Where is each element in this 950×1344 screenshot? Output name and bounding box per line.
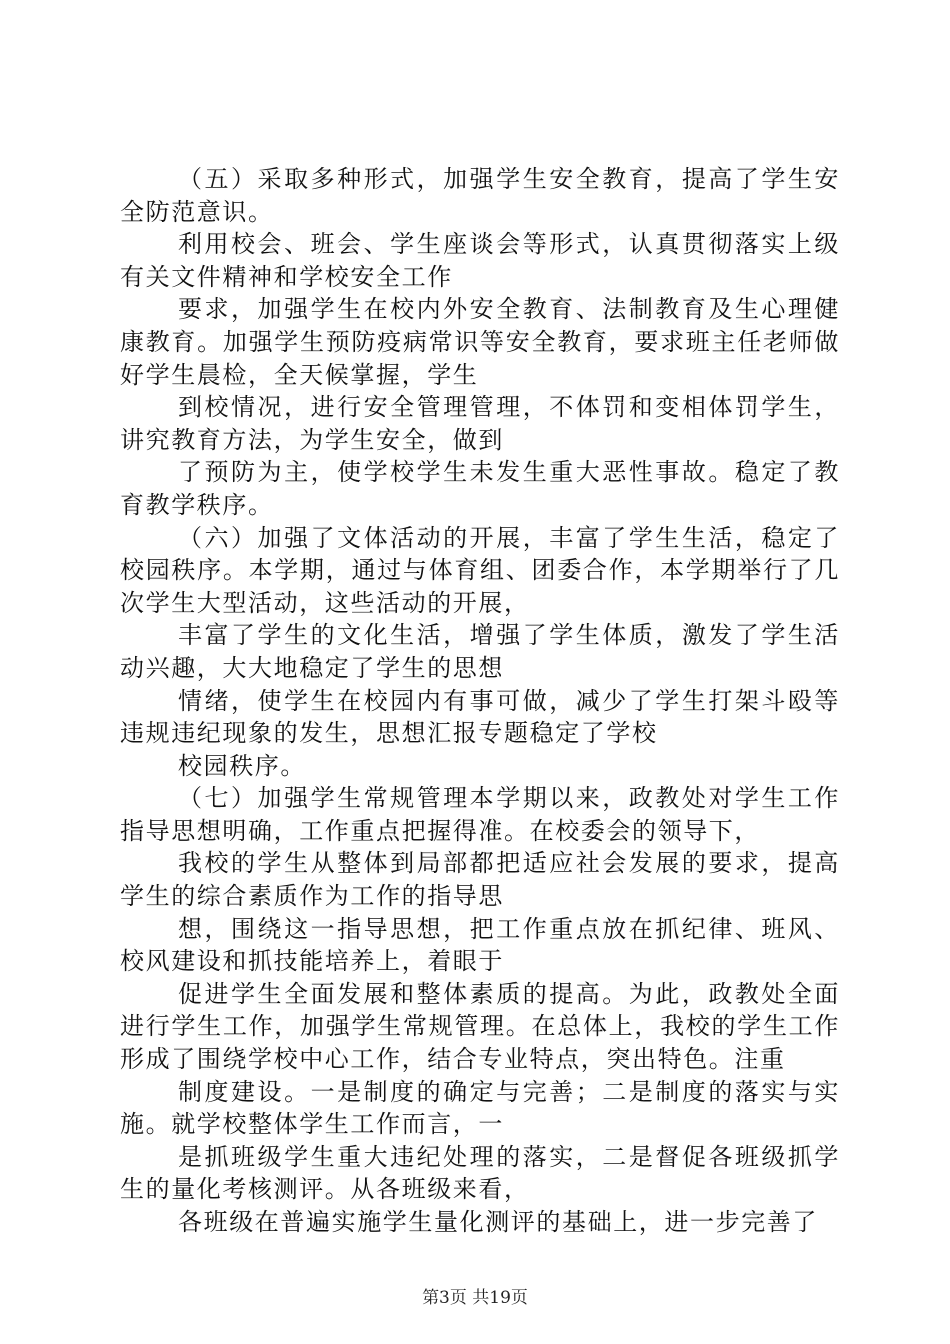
paragraph-14: 制度建设。一是制度的确定与完善；二是制度的落实与实施。就学校整体学生工作而言，一: [120, 1077, 840, 1139]
paragraph-3: 要求，加强学生在校内外安全教育、法制教育及生心理健康教育。加强学生预防疫病常识等安全教育，要求班主任老师做好学生晨检，全天候掌握，学生: [120, 295, 840, 389]
paragraph-6: （六）加强了文体活动的开展，丰富了学生生活，稳定了校园秩序。本学期，通过与体育组、团委合作，本学期举行了几次学生大型活动，这些活动的开展，: [120, 523, 840, 617]
paragraph-7: 丰富了学生的文化生活，增强了学生体质，激发了学生活动兴趣，大大地稳定了学生的思想: [120, 621, 840, 682]
paragraph-16: 各班级在普遍实施学生量化测评的基础上，进一步完善了: [178, 1208, 818, 1236]
page-number-label: 第3页 共19页: [422, 1288, 528, 1308]
paragraph-15: 是抓班级学生重大违纪处理的落实，二是督促各班级抓学生的量化考核测评。从各班级来看，: [120, 1142, 840, 1204]
paragraph-13: 促进学生全面发展和整体素质的提高。为此，政教处全面进行学生工作，加强学生常规管理。在总体上，我校的学生工作形成了围绕学校中心工作，结合专业特点，突出特色。注重: [120, 979, 840, 1074]
paragraph-9: 校园秩序。: [178, 751, 306, 780]
paragraph-2: 利用校会、班会、学生座谈会等形式，认真贯彻落实上级有关文件精神和学校安全工作: [120, 230, 840, 291]
document-body: [120, 163, 840, 1239]
paragraph-1: （五）采取多种形式，加强学生安全教育，提高了学生安全防范意识。: [120, 165, 840, 226]
paragraph-4: 到校情况，进行安全管理管理，不体罚和变相体罚学生，讲究教育方法，为学生安全，做到: [120, 393, 840, 454]
paragraph-10: （七）加强学生常规管理本学期以来，政教处对学生工作指导思想明确，工作重点把握得准。在校委会的领导下，: [120, 784, 840, 845]
paragraph-5: 了预防为主，使学校学生未发生重大恶性事故。稳定了教育教学秩序。: [120, 458, 840, 519]
paragraph-11: 我校的学生从整体到局部都把适应社会发展的要求，提高学生的综合素质作为工作的指导思: [120, 849, 840, 911]
paragraph-12: 想，围绕这一指导思想，把工作重点放在抓纪律、班风、校风建设和抓技能培养上，着眼于: [120, 914, 840, 976]
page-footer: [0, 1283, 950, 1308]
paragraph-8: 情绪，使学生在校园内有事可做，减少了学生打架斗殴等违规违纪现象的发生，思想汇报专题稳定了学校: [120, 686, 840, 748]
